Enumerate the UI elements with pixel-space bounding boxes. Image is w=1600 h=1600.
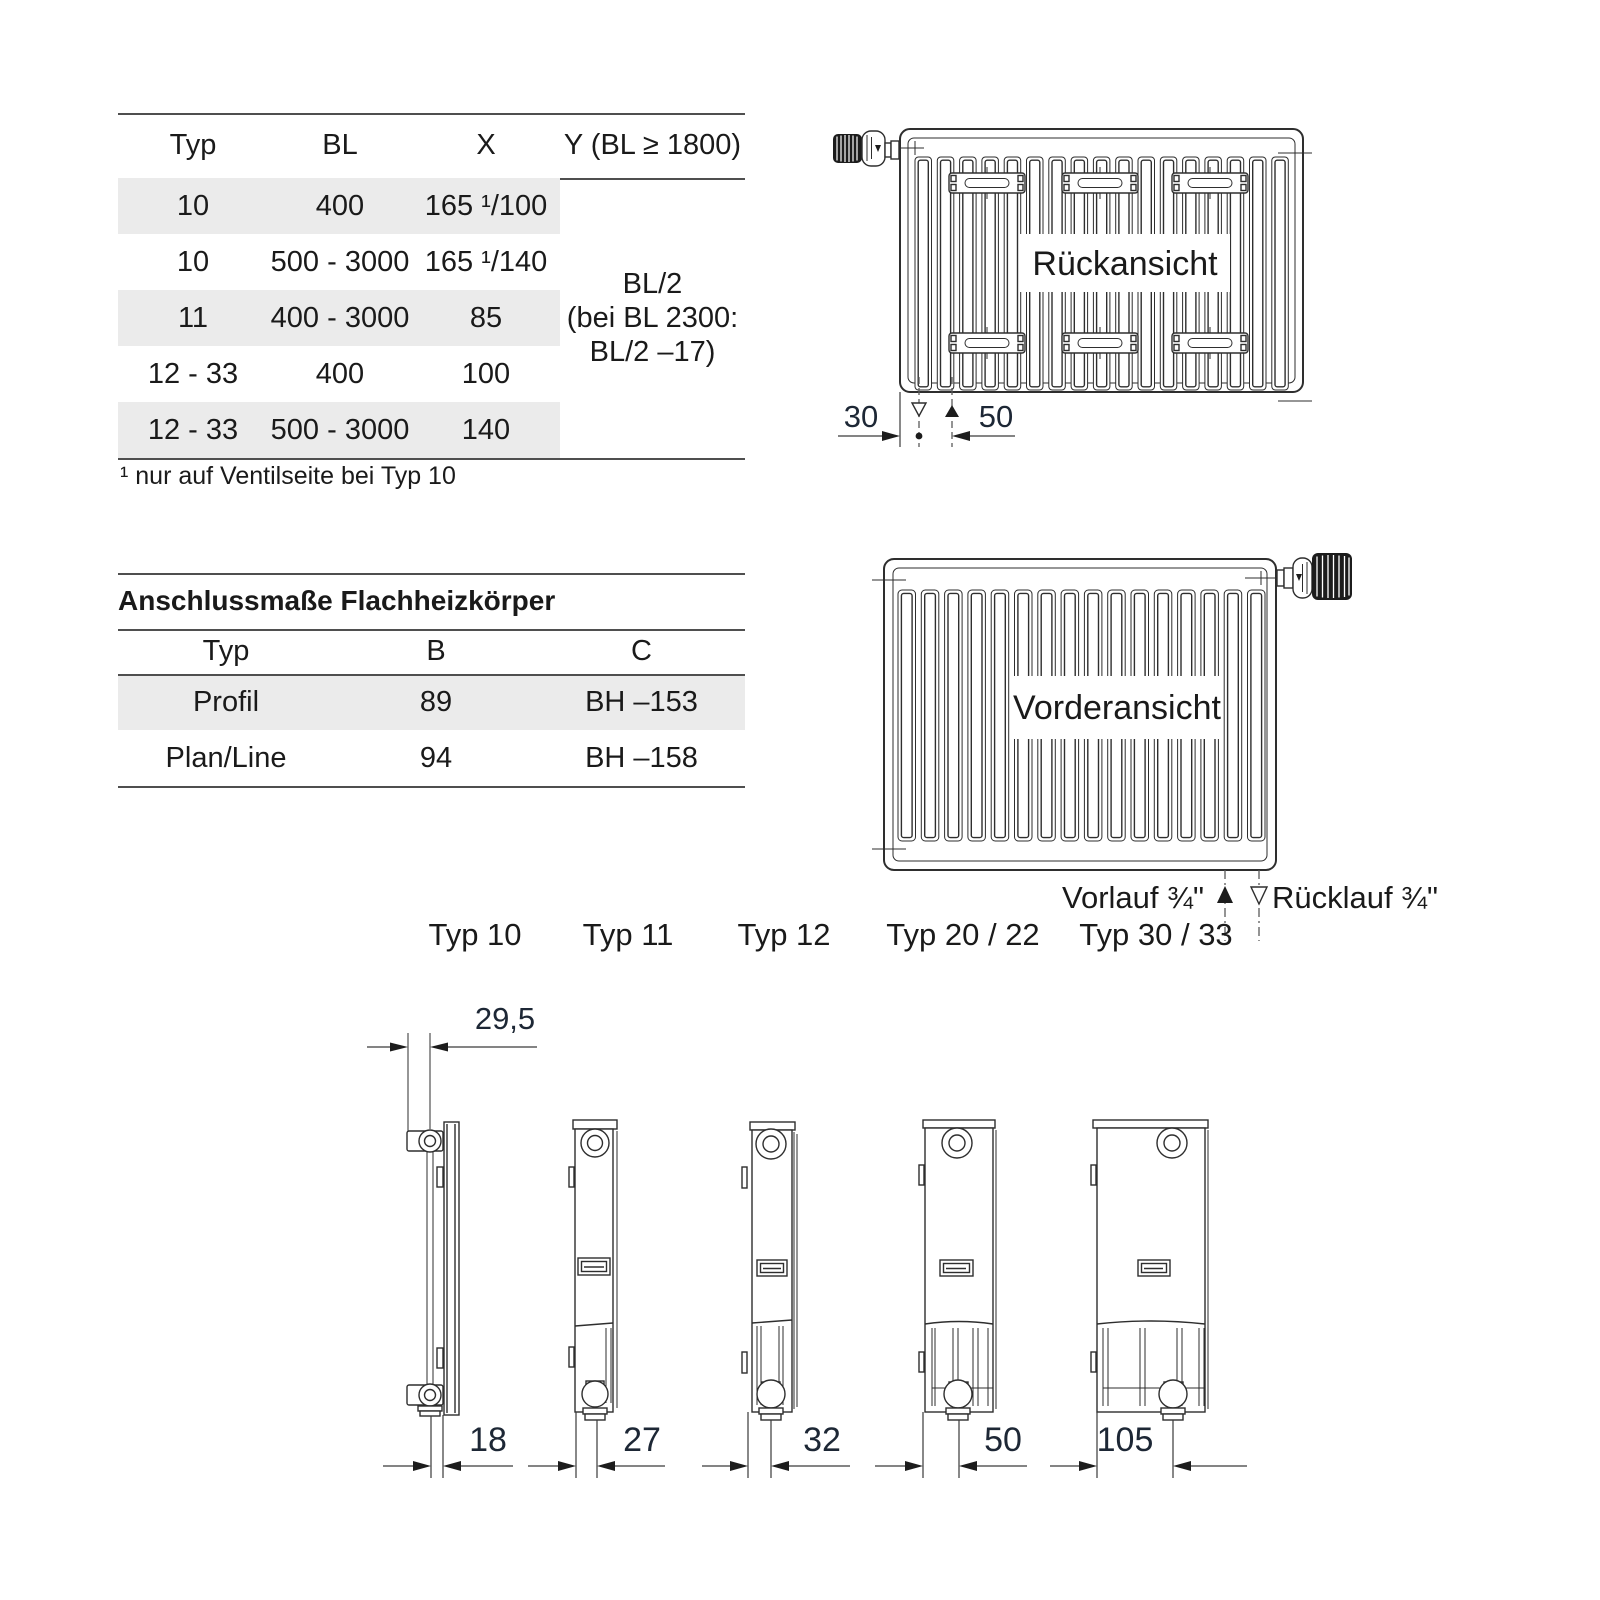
profile-typ-20-22 bbox=[875, 1120, 1027, 1478]
depth-dim-10: 18 bbox=[469, 1421, 507, 1459]
connection-table bbox=[118, 573, 745, 788]
cell-bl: 500 - 3000 bbox=[270, 245, 410, 278]
cell-bl: 400 bbox=[268, 178, 412, 234]
merged-y-cell bbox=[560, 178, 745, 458]
type-profiles-drawing bbox=[350, 900, 1250, 1500]
dimension-table-header bbox=[118, 113, 745, 178]
flow-marker-icon bbox=[945, 405, 959, 417]
table-row bbox=[118, 674, 745, 730]
table-rule-title bbox=[118, 629, 745, 631]
y-cell-line2: (bei BL 2300: bbox=[566, 302, 739, 334]
col-header-c: C bbox=[631, 635, 652, 667]
table-rule-bottom bbox=[118, 458, 745, 460]
table-row bbox=[118, 730, 745, 786]
dim-connection-pitch: 50 bbox=[978, 399, 1014, 434]
cell-x: 140 bbox=[412, 402, 560, 458]
type-label-12: Typ 12 bbox=[737, 917, 831, 952]
cell-typ: 12 - 33 bbox=[147, 357, 239, 390]
cell-typ: Plan/Line bbox=[165, 741, 287, 774]
profile-typ-11 bbox=[528, 1120, 665, 1478]
table-rule-header bbox=[118, 674, 745, 676]
cell-typ: 11 bbox=[118, 290, 268, 346]
table-footnote: ¹ nur auf Ventilseite bei Typ 10 bbox=[120, 462, 456, 490]
cell-bl: 500 - 3000 bbox=[268, 402, 412, 458]
rear-view-label: Rückansicht bbox=[1032, 245, 1218, 283]
dimension-table bbox=[118, 113, 745, 460]
cell-x: 165 ¹/100 bbox=[412, 178, 560, 234]
y-cell-line3: BL/2 –17) bbox=[589, 336, 716, 368]
dim-wall-offset: 30 bbox=[843, 399, 879, 434]
cell-b: 94 bbox=[419, 741, 453, 774]
depth-dim-30-33: 105 bbox=[1096, 1421, 1154, 1459]
depth-dim-12: 32 bbox=[803, 1421, 841, 1459]
type-label-30-33: Typ 30 / 33 bbox=[1079, 917, 1233, 952]
cell-bl: 400 bbox=[315, 357, 365, 390]
cell-typ: 10 bbox=[118, 178, 268, 234]
profile-typ-30-33 bbox=[1050, 1120, 1247, 1478]
cell-x: 100 bbox=[461, 357, 511, 390]
type-label-10: Typ 10 bbox=[428, 917, 522, 952]
col-header-typ: Typ bbox=[169, 129, 217, 161]
cell-x: 165 ¹/140 bbox=[424, 245, 548, 278]
col-header-bl: BL bbox=[322, 129, 358, 161]
table-rule-bottom bbox=[118, 786, 745, 788]
return-marker-icon bbox=[912, 403, 926, 416]
table-rule-top bbox=[118, 113, 745, 115]
cell-c: BH –153 bbox=[585, 685, 698, 718]
return-label: Rücklauf ¾" bbox=[1271, 880, 1439, 915]
type-label-20-22: Typ 20 / 22 bbox=[886, 917, 1040, 952]
return-marker-icon bbox=[1251, 887, 1267, 904]
cell-bl: 400 - 3000 bbox=[268, 290, 412, 346]
profile-typ-12 bbox=[702, 1122, 850, 1478]
connection-table-header bbox=[118, 629, 745, 674]
cell-b: 89 bbox=[419, 685, 453, 718]
profile-typ-10 bbox=[367, 1001, 537, 1478]
y-cell-line1: BL/2 bbox=[622, 268, 683, 300]
depth-dim-11: 27 bbox=[623, 1421, 661, 1459]
type-label-11: Typ 11 bbox=[582, 917, 674, 952]
front-view-label: Vorderansicht bbox=[1013, 689, 1221, 727]
flow-label: Vorlauf ¾" bbox=[1062, 880, 1204, 915]
col-header-b: B bbox=[426, 635, 446, 667]
col-header-y: Y (BL ≥ 1800) bbox=[563, 129, 742, 161]
connection-table-title: Anschlussmaße Flachheizkörper bbox=[118, 585, 556, 616]
cell-c: BH –158 bbox=[585, 741, 698, 774]
col-header-x: X bbox=[476, 129, 496, 161]
cell-typ: 12 - 33 bbox=[118, 402, 268, 458]
col-header-typ: Typ bbox=[202, 635, 250, 667]
cell-x: 85 bbox=[412, 290, 560, 346]
rear-view-drawing bbox=[820, 115, 1320, 490]
cell-typ: 10 bbox=[176, 245, 210, 278]
depth-dim-20-22: 50 bbox=[984, 1421, 1022, 1459]
cell-typ: Profil bbox=[192, 685, 260, 718]
top-depth-dim: 29,5 bbox=[474, 1001, 536, 1036]
front-view-drawing bbox=[860, 535, 1450, 955]
table-rule-top bbox=[118, 573, 745, 575]
